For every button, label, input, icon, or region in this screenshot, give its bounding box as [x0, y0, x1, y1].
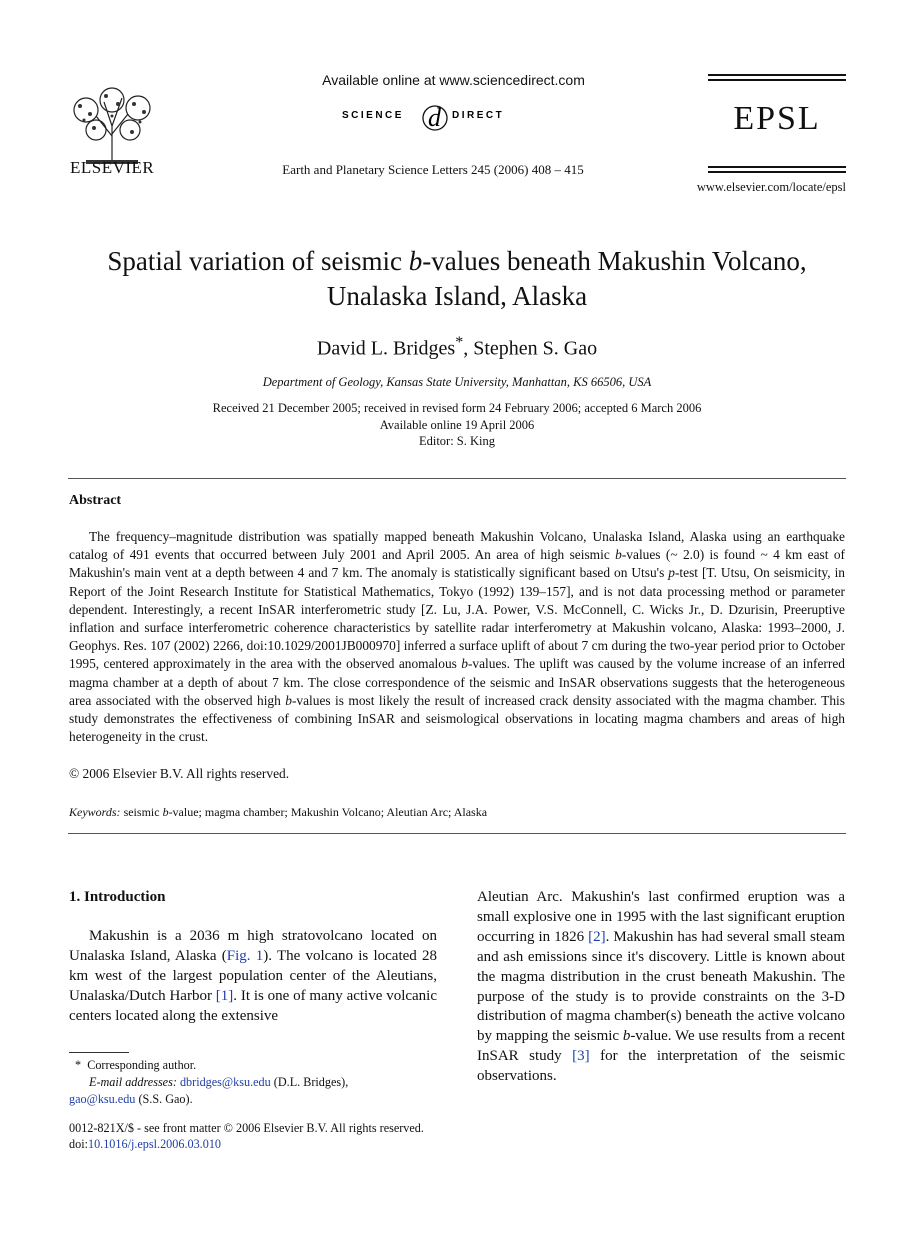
section-heading: 1. Introduction [69, 889, 166, 905]
journal-abbrev: EPSL [733, 100, 821, 137]
corresponding-author-mark[interactable]: * [455, 334, 464, 351]
article-history: Received 21 December 2005; received in revised form 24 February 2006; accepted 6 March 2006 Available online 19 April 2006 Editor: S. King [212, 401, 702, 448]
reference-link[interactable]: [2] [588, 928, 606, 945]
available-online-text: Available online at www.sciencedirect.com [322, 72, 585, 88]
affiliation: Department of Geology, Kansas State University, Manhattan, KS 66506, USA [262, 375, 652, 389]
publisher-name: ELSEVIER [70, 158, 155, 177]
email-link[interactable]: gao@ksu.edu [69, 1092, 136, 1106]
author-name: Stephen S. Gao [473, 337, 598, 360]
abstract-heading: Abstract [69, 493, 122, 508]
corresponding-author-mark: * [75, 1058, 88, 1072]
footnotes: * Corresponding author. E-mail addresses: dbridges@ksu.edu (D.L. Bridges), gao@ksu.edu (S.S. Gao). [69, 1058, 349, 1106]
divider [68, 478, 846, 479]
sciencedirect-logo [340, 96, 530, 136]
body-column-right: Aleutian Arc. Makushin's last confirmed eruption was a small explosive one in 1995 with the last significant eruption occurring in 1826 [2]. Makushin has had several small steam and ash emissions since it's discovery. Little is known about the magma distribution in the crust beneath Makushin. The purpose of the study is to provide constraints on the 3-D distribution of magma chamber(s) beneath the active volcano by mapping the seismic b-value. We use results from a recent InSAR study [3] for the interpretation of the seismic observations. [477, 889, 845, 1085]
journal-url[interactable]: www.elsevier.com/locate/epsl [696, 180, 846, 194]
journal-logo-box [708, 74, 846, 174]
divider [68, 833, 846, 834]
figure-link[interactable]: Fig. 1 [226, 947, 264, 964]
journal-citation: Earth and Planetary Science Letters 245 (2006) 408 – 415 [282, 162, 584, 177]
body-column-left: Makushin is a 2036 m high stratovolcano located on Unalaska Island, Alaska (Fig. 1). The volcano is located 28 km west of the largest population center of the Aleutians, Unalaska/Dutch Harbor [1]. It is one of many active volcanic centers located along the extensive [69, 928, 438, 1024]
svg-text:d: d [428, 103, 441, 132]
doi-link[interactable]: 10.1016/j.epsl.2006.03.010 [87, 1137, 222, 1151]
keywords: Keywords: seismic b-value; magma chamber; Makushin Volcano; Aleutian Arc; Alaska [69, 805, 488, 819]
copyright-notice: © 2006 Elsevier B.V. All rights reserved. [69, 766, 290, 781]
front-matter: 0012-821X/$ - see front matter © 2006 Elsevier B.V. All rights reserved. doi:10.1016/j.epsl.2006.03.010 [69, 1121, 424, 1151]
reference-link[interactable]: [1] [215, 987, 234, 1004]
author-list: David L. Bridges*, Stephen S. Gao [316, 334, 598, 360]
keywords-label: Keywords: [69, 805, 121, 819]
reference-link[interactable]: [3] [572, 1048, 590, 1065]
footnote-divider [69, 1052, 129, 1053]
sd-right-text: DIRECT [452, 110, 505, 121]
email-link[interactable]: dbridges@ksu.edu [179, 1075, 271, 1089]
abstract-body: The frequency–magnitude distribution was spatially mapped beneath Makushin Volcano, Unalaska Island, Alaska using an earthquake catalog of 491 events that occurred between July 2001 and April 2005. An area of high seismic b-values (~ 2.0) is found ~ 4 km east of Makushin's main vent at a depth between 4 and 7 km. The anomaly is statistically significant based on Utsu's p-test [T. Utsu, On seismicity, in Report of the Joint Research Institute for Statistical Mathematics, Tokyo (1992) 139–157], and is not data processing method or parameter dependent. Interestingly, a recent InSAR interferometric study [Z. Lu, J.A. Power, V.S. McConnell, C. Wicks Jr., D. Dzurisin, Preeruptive inflation and surface interferometric coherence characteristics by satellite radar interferometry at Makushin volcano, Alaska: 1993–2000, J. Geophys. Res. 107 (2002) 2266, doi:10.1029/2001JB000970] inferred a surface uplift of about 7 cm during the two-year period prior to October 1995, centered approximately in the area with the observed anomalous b-values. The uplift was caused by the volume increase of an inferred magma chamber at a depth of about 7 km. The close correspondence of the seismic and InSAR observations suggests that the heterogeneous area associated with the observed high b-values is most likely the result of increased crack density associated with the magma chamber. This study demonstrates the effectiveness of combining InSAR and seismological observations in locating magma chambers and areas of high heterogeneity in the crust. [69, 529, 845, 745]
sd-left-text: SCIENCE [342, 110, 404, 121]
author-name: David L. Bridges [316, 337, 456, 360]
article-title: Spatial variation of seismic b-values beneath Makushin Volcano, Unalaska Island, Alaska [107, 246, 807, 311]
